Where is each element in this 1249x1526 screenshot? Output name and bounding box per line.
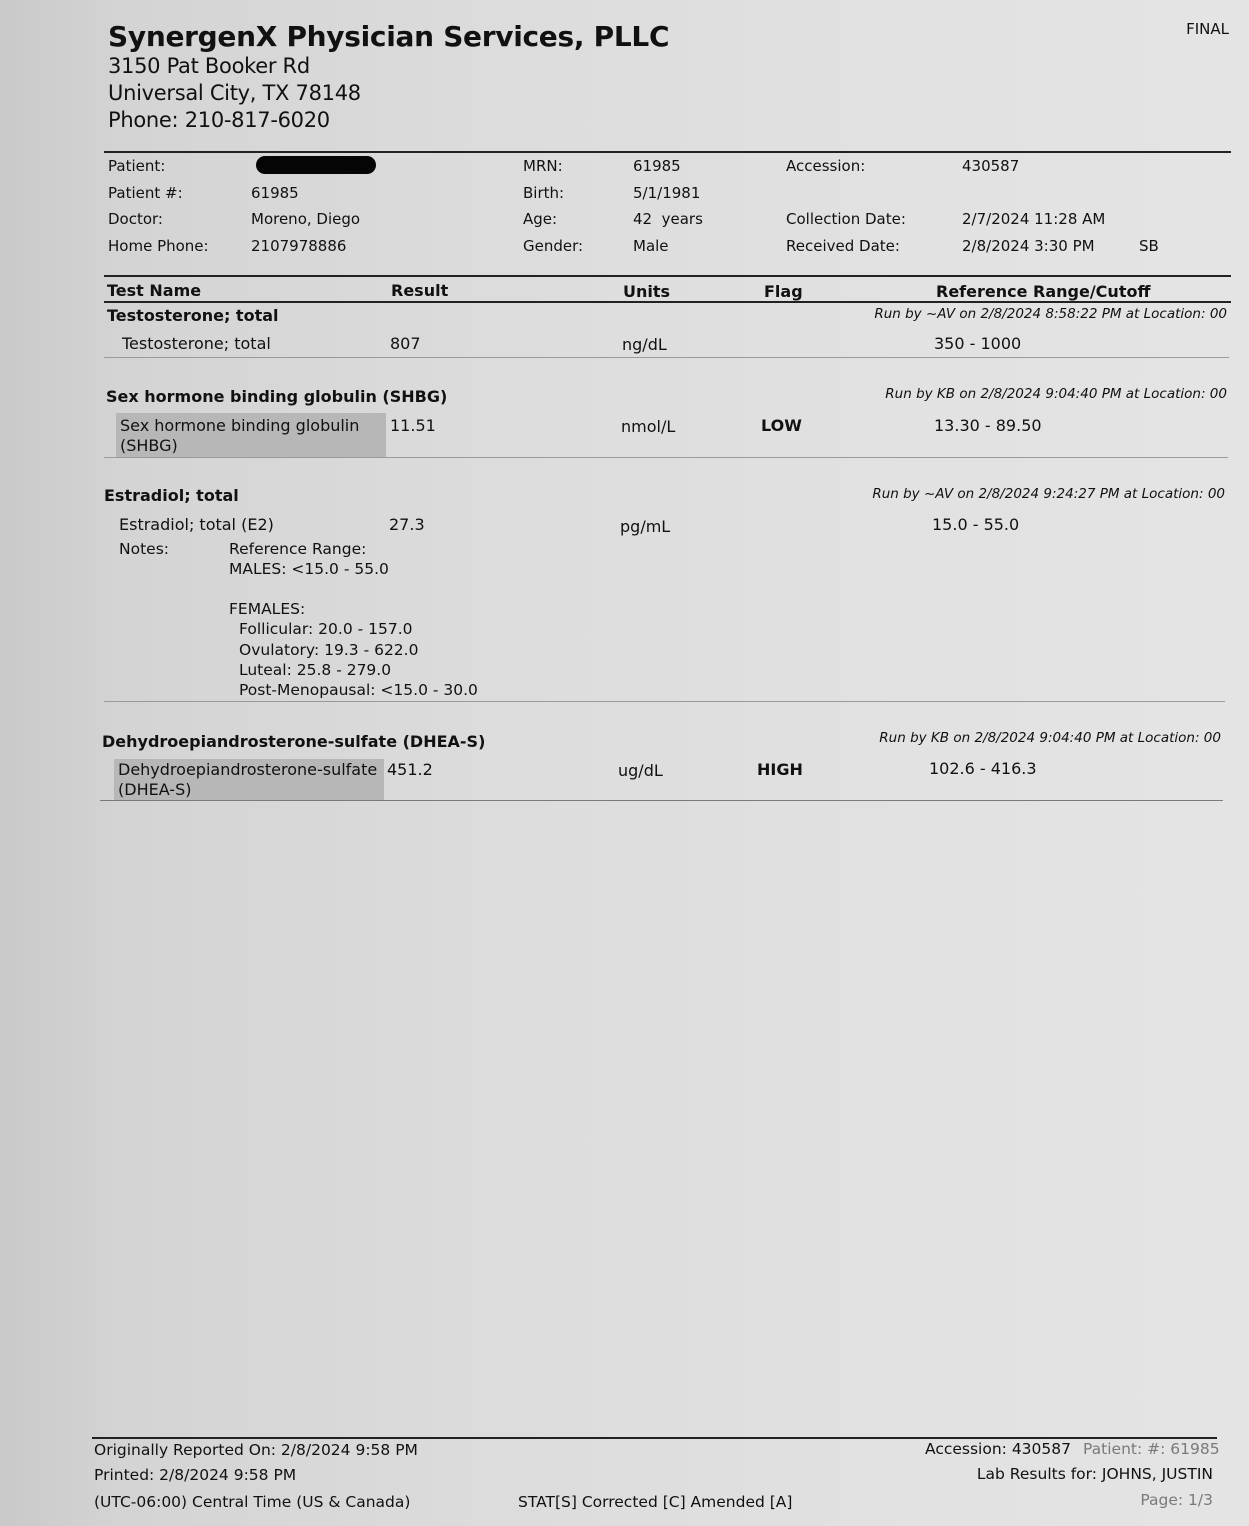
doctor-label: Doctor: [108, 210, 163, 228]
table-top-rule [104, 275, 1231, 277]
patient-num-value: 61985 [251, 184, 299, 202]
footer-accession: Accession: 430587 [925, 1440, 1071, 1458]
group-title: Dehydroepiandrosterone-sulfate (DHEA-S) [102, 732, 486, 751]
group-title: Estradiol; total [104, 486, 239, 505]
flag-low: LOW [761, 416, 802, 435]
collection-date-label: Collection Date: [786, 210, 906, 228]
note-line: Luteal: 25.8 - 279.0 [239, 661, 392, 679]
gender-value: Male [633, 237, 669, 255]
timezone: (UTC-06:00) Central Time (US & Canada) [94, 1493, 411, 1511]
age-label: Age: [523, 210, 558, 228]
col-reference: Reference Range/Cutoff [936, 282, 1151, 301]
col-test-name: Test Name [107, 281, 202, 300]
status-legend: STAT[S] Corrected [C] Amended [A] [518, 1493, 793, 1511]
accession-value: 430587 [962, 157, 1020, 175]
test-units: pg/mL [620, 517, 671, 536]
birth-label: Birth: [523, 184, 565, 202]
age-value: 42 years [633, 210, 703, 228]
group-title: Testosterone; total [107, 306, 279, 325]
collection-date-value: 2/7/2024 11:28 AM [962, 210, 1106, 228]
test-name-line1: Dehydroepiandrosterone-sulfate [118, 760, 378, 779]
test-reference: 15.0 - 55.0 [932, 515, 1020, 534]
col-units: Units [623, 282, 671, 301]
received-date-label: Received Date: [786, 237, 900, 255]
table-header-rule [104, 301, 1231, 303]
patient-name-redacted [256, 156, 376, 174]
test-name-line2: (DHEA-S) [118, 780, 192, 799]
lab-results-for: Lab Results for: JOHNS, JUSTIN [976, 1465, 1213, 1483]
gender-label: Gender: [523, 237, 584, 255]
note-line: Post-Menopausal: <15.0 - 30.0 [239, 681, 478, 699]
printed-date: Printed: 2/8/2024 9:58 PM [94, 1466, 297, 1484]
page-number: Page: 1/3 [1140, 1491, 1213, 1509]
run-by: Run by KB on 2/8/2024 9:04:40 PM at Location: 00 [885, 386, 1227, 402]
test-result: 11.51 [390, 416, 436, 435]
patient-num-label: Patient #: [108, 184, 183, 202]
org-address-line2: Universal City, TX 78148 [108, 81, 361, 105]
received-date-value: 2/8/2024 3:30 PM [962, 237, 1095, 255]
run-by: Run by ~AV on 2/8/2024 9:24:27 PM at Location: 00 [872, 486, 1225, 502]
test-reference: 102.6 - 416.3 [929, 759, 1037, 778]
note-line: FEMALES: [229, 600, 306, 618]
note-line: Ovulatory: 19.3 - 622.0 [239, 641, 419, 659]
received-initials: SB [1139, 237, 1159, 255]
row-divider [104, 457, 1228, 458]
accession-label: Accession: [786, 157, 866, 175]
org-address-line1: 3150 Pat Booker Rd [108, 54, 310, 78]
note-line: Follicular: 20.0 - 157.0 [239, 620, 413, 638]
group-title: Sex hormone binding globulin (SHBG) [106, 387, 448, 406]
col-flag: Flag [764, 282, 803, 301]
org-phone: Phone: 210-817-6020 [108, 108, 330, 132]
test-reference: 350 - 1000 [934, 334, 1022, 353]
test-units: ug/dL [618, 761, 663, 780]
header-divider [104, 151, 1231, 153]
row-divider [100, 800, 1223, 801]
test-result: 27.3 [389, 515, 425, 534]
test-units: ng/dL [622, 335, 667, 354]
test-result: 451.2 [387, 760, 433, 779]
test-name-line2: (SHBG) [120, 436, 178, 455]
org-name: SynergenX Physician Services, PLLC [108, 20, 670, 53]
test-name-line1: Sex hormone binding globulin [120, 416, 360, 435]
test-result: 807 [390, 334, 421, 353]
mrn-value: 61985 [633, 157, 681, 175]
run-by: Run by KB on 2/8/2024 9:04:40 PM at Location: 00 [879, 730, 1221, 746]
mrn-label: MRN: [523, 157, 563, 175]
row-divider [104, 701, 1225, 702]
notes-label: Notes: [119, 540, 169, 558]
col-result: Result [391, 281, 449, 300]
test-name: Testosterone; total [122, 334, 271, 353]
test-reference: 13.30 - 89.50 [934, 416, 1042, 435]
footer-patient-num: Patient: #: 61985 [1083, 1440, 1220, 1458]
test-units: nmol/L [621, 417, 676, 436]
run-by: Run by ~AV on 2/8/2024 8:58:22 PM at Location: 00 [874, 306, 1227, 322]
birth-value: 5/1/1981 [633, 184, 701, 202]
doctor-value: Moreno, Diego [251, 210, 361, 228]
row-divider [104, 357, 1229, 358]
flag-high: HIGH [757, 760, 803, 779]
footer-rule [92, 1437, 1217, 1439]
home-phone-value: 2107978886 [251, 237, 347, 255]
note-line: MALES: <15.0 - 55.0 [229, 560, 389, 578]
originally-reported: Originally Reported On: 2/8/2024 9:58 PM [94, 1441, 418, 1459]
test-name: Estradiol; total (E2) [119, 515, 274, 534]
home-phone-label: Home Phone: [108, 237, 209, 255]
patient-label: Patient: [108, 157, 166, 175]
note-line: Reference Range: [229, 540, 367, 558]
report-status: FINAL [1186, 20, 1229, 38]
